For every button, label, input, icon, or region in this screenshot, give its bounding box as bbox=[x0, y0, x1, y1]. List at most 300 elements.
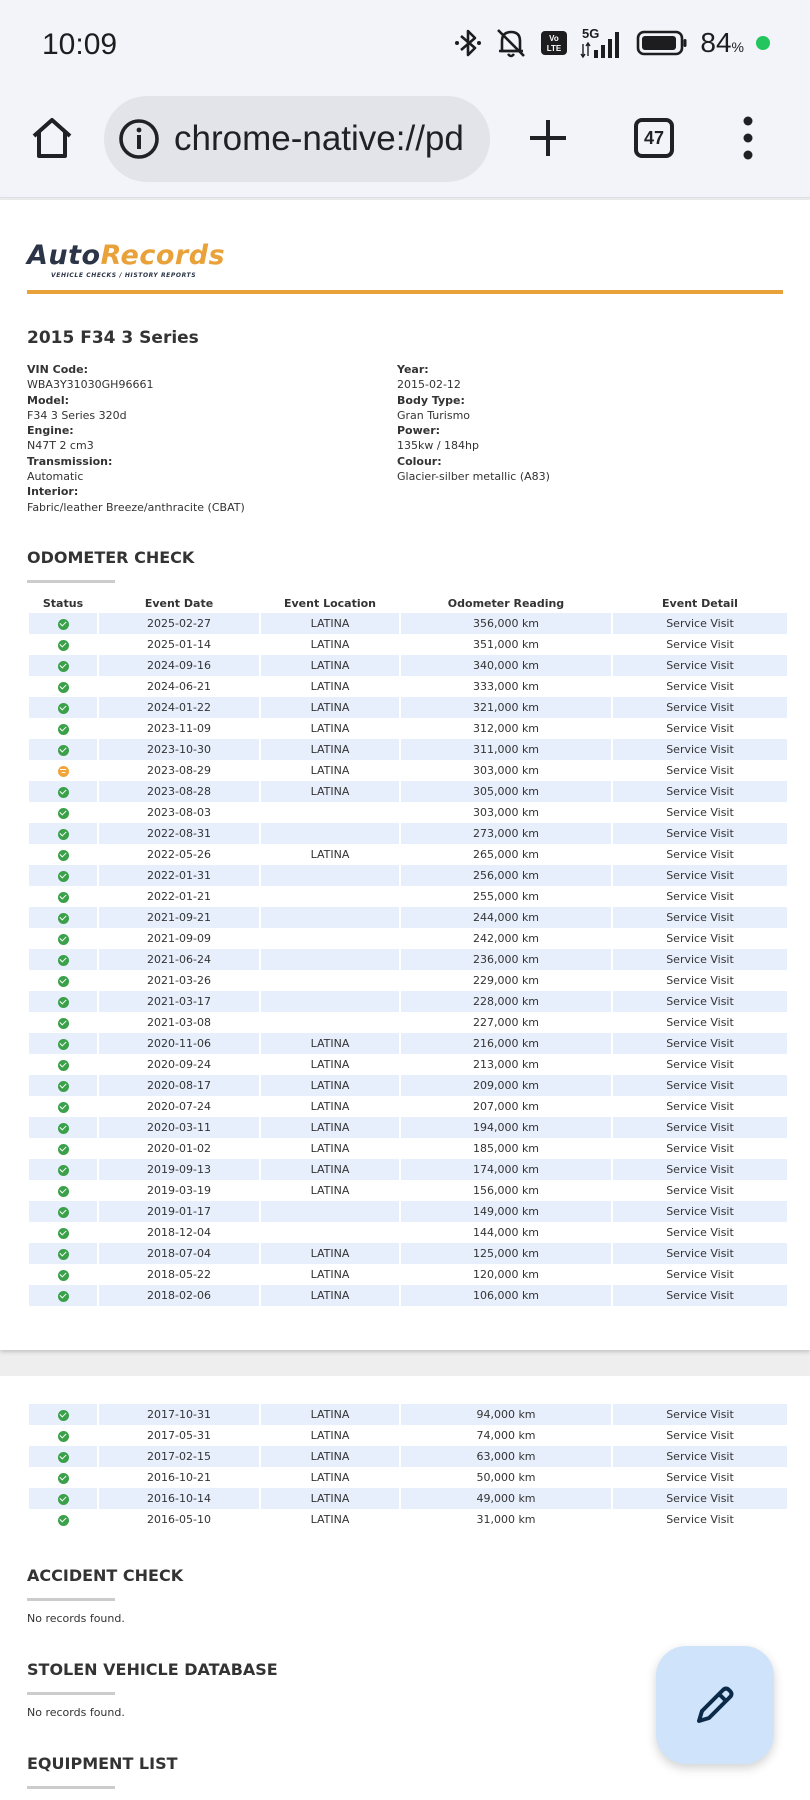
detail-cell: Service Visit bbox=[666, 890, 734, 903]
odometer-check-heading: ODOMETER CHECK bbox=[27, 548, 195, 567]
table-row bbox=[29, 1467, 787, 1488]
table-header-row bbox=[29, 593, 787, 613]
check-status-icon bbox=[58, 640, 69, 651]
status-cell bbox=[29, 739, 97, 760]
status-cell bbox=[29, 907, 97, 928]
location-cell: LATINA bbox=[310, 1184, 350, 1197]
odometer-table-continued bbox=[27, 1404, 789, 1530]
reading-cell: 273,000 km bbox=[401, 823, 611, 844]
date-cell: 2021-03-17 bbox=[99, 991, 259, 1012]
reading-cell: 94,000 km bbox=[401, 1404, 611, 1425]
stolen-vehicle-heading: STOLEN VEHICLE DATABASE bbox=[27, 1660, 278, 1679]
location-cell: LATINA bbox=[261, 739, 399, 760]
location-cell: LATINA bbox=[261, 1117, 399, 1138]
table-row bbox=[29, 1180, 787, 1201]
table-row bbox=[29, 1159, 787, 1180]
location-cell: LATINA bbox=[261, 655, 399, 676]
pdf-page-1 bbox=[0, 200, 810, 1350]
location-cell: LATINA bbox=[261, 1488, 399, 1509]
location-cell: LATINA bbox=[310, 1429, 350, 1442]
detail-cell: Service Visit bbox=[666, 1471, 734, 1484]
svg-text:LTE: LTE bbox=[547, 44, 562, 53]
date-cell: 2020-01-02 bbox=[147, 1142, 211, 1155]
detail-cell: Service Visit bbox=[666, 722, 734, 735]
table-row bbox=[29, 634, 787, 655]
spec-value: Glacier-silber metallic (A83) bbox=[397, 470, 550, 484]
reading-cell: 356,000 km bbox=[401, 613, 611, 634]
status-cell bbox=[29, 1222, 97, 1243]
autorecords-logo: AutoRecords VEHICLE CHECKS / HISTORY REPORTS bbox=[27, 240, 226, 279]
home-button[interactable] bbox=[28, 114, 76, 162]
status-time: 10:09 bbox=[42, 28, 118, 61]
reading-cell: 149,000 km bbox=[401, 1201, 611, 1222]
location-cell bbox=[261, 1222, 399, 1243]
reading-cell: 49,000 km bbox=[401, 1488, 611, 1509]
vehicle-specs-left bbox=[27, 362, 245, 515]
date-cell: 2024-06-21 bbox=[147, 680, 211, 693]
date-cell: 2021-06-24 bbox=[99, 949, 259, 970]
check-status-icon bbox=[58, 703, 69, 714]
date-cell: 2017-05-31 bbox=[147, 1429, 211, 1442]
detail-cell: Service Visit bbox=[666, 848, 734, 861]
detail-cell: Service Visit bbox=[613, 823, 787, 844]
detail-cell: Service Visit bbox=[613, 1404, 787, 1425]
detail-cell: Service Visit bbox=[613, 1446, 787, 1467]
detail-cell: Service Visit bbox=[666, 1429, 734, 1442]
status-cell bbox=[29, 718, 97, 739]
browser-toolbar bbox=[0, 96, 810, 198]
date-cell: 2024-01-22 bbox=[99, 697, 259, 718]
warning-status-icon bbox=[58, 766, 69, 777]
check-status-icon bbox=[58, 913, 69, 924]
location-cell: LATINA bbox=[310, 1058, 350, 1071]
detail-cell: Service Visit bbox=[613, 1285, 787, 1306]
reading-cell: 207,000 km bbox=[472, 1100, 540, 1113]
date-cell: 2022-01-31 bbox=[99, 865, 259, 886]
spec-value: Gran Turismo bbox=[397, 408, 471, 422]
check-status-icon bbox=[58, 976, 69, 987]
table-row bbox=[29, 886, 787, 907]
date-cell: 2016-10-14 bbox=[99, 1488, 259, 1509]
spec-value: Fabric/leather Breeze/anthracite (CBAT) bbox=[27, 500, 245, 514]
status-cell bbox=[29, 613, 97, 634]
check-status-icon bbox=[58, 787, 69, 798]
edit-fab-button[interactable] bbox=[656, 1646, 774, 1764]
status-cell bbox=[29, 1425, 97, 1446]
status-cell bbox=[29, 1201, 97, 1222]
detail-cell: Service Visit bbox=[613, 1075, 787, 1096]
detail-cell: Service Visit bbox=[613, 1201, 787, 1222]
status-cell bbox=[29, 1285, 97, 1306]
spec-value: F34 3 Series 320d bbox=[27, 408, 127, 422]
location-cell: LATINA bbox=[310, 680, 350, 693]
reading-cell: 106,000 km bbox=[401, 1285, 611, 1306]
table-row bbox=[29, 1488, 787, 1509]
status-cell bbox=[29, 1138, 97, 1159]
date-cell: 2021-03-08 bbox=[147, 1016, 211, 1029]
date-cell: 2021-09-21 bbox=[99, 907, 259, 928]
status-cell bbox=[29, 823, 97, 844]
section-underline bbox=[27, 1786, 115, 1789]
reading-cell: 244,000 km bbox=[401, 907, 611, 928]
location-cell bbox=[261, 991, 399, 1012]
status-cell bbox=[29, 1446, 97, 1467]
location-cell bbox=[261, 1012, 399, 1033]
col-header-reading: Odometer Reading bbox=[447, 596, 565, 610]
location-cell: LATINA bbox=[261, 1285, 399, 1306]
tab-switcher-button[interactable]: 47 bbox=[634, 118, 674, 158]
status-cell bbox=[29, 781, 97, 802]
check-status-icon bbox=[58, 1515, 69, 1526]
reading-cell: 256,000 km bbox=[401, 865, 611, 886]
location-cell bbox=[261, 802, 399, 823]
location-cell: LATINA bbox=[310, 1471, 350, 1484]
date-cell: 2017-02-15 bbox=[99, 1446, 259, 1467]
table-row bbox=[29, 1075, 787, 1096]
reading-cell: 227,000 km bbox=[472, 1016, 540, 1029]
location-cell: LATINA bbox=[310, 1142, 350, 1155]
location-cell: LATINA bbox=[261, 1404, 399, 1425]
status-cell bbox=[29, 1467, 97, 1488]
date-cell: 2025-02-27 bbox=[99, 613, 259, 634]
table-row bbox=[29, 718, 787, 739]
table-row bbox=[29, 865, 787, 886]
location-cell bbox=[261, 823, 399, 844]
reading-cell: 156,000 km bbox=[472, 1184, 540, 1197]
table-row bbox=[29, 1096, 787, 1117]
reading-cell: 144,000 km bbox=[472, 1226, 540, 1239]
table-row bbox=[29, 1425, 787, 1446]
table-row bbox=[29, 1117, 787, 1138]
location-cell: LATINA bbox=[310, 722, 350, 735]
detail-cell: Service Visit bbox=[666, 1100, 734, 1113]
date-cell: 2019-01-17 bbox=[99, 1201, 259, 1222]
reading-cell: 194,000 km bbox=[401, 1117, 611, 1138]
detail-cell: Service Visit bbox=[666, 932, 734, 945]
spec-value: Automatic bbox=[27, 470, 84, 484]
table-row bbox=[29, 1404, 787, 1425]
date-cell: 2023-08-29 bbox=[147, 764, 211, 777]
status-cell bbox=[29, 865, 97, 886]
reading-cell: 303,000 km bbox=[472, 764, 540, 777]
battery-level: 84% bbox=[700, 27, 744, 58]
status-cell bbox=[29, 1404, 97, 1425]
reading-cell: 311,000 km bbox=[401, 739, 611, 760]
status-cell bbox=[29, 844, 97, 865]
date-cell: 2020-09-24 bbox=[147, 1058, 211, 1071]
reading-cell: 333,000 km bbox=[472, 680, 540, 693]
table-row bbox=[29, 823, 787, 844]
date-cell: 2021-09-09 bbox=[147, 932, 211, 945]
status-cell bbox=[29, 1033, 97, 1054]
status-cell bbox=[29, 1488, 97, 1509]
spec-label: Body Type: bbox=[397, 393, 465, 407]
location-cell bbox=[261, 949, 399, 970]
bluetooth-icon bbox=[454, 28, 482, 58]
table-row bbox=[29, 1033, 787, 1054]
table-row bbox=[29, 1054, 787, 1075]
status-icons bbox=[454, 26, 770, 60]
location-cell: LATINA bbox=[310, 764, 350, 777]
detail-cell: Service Visit bbox=[666, 1184, 734, 1197]
status-cell bbox=[29, 1054, 97, 1075]
svg-text:5G: 5G bbox=[582, 26, 600, 41]
detail-cell: Service Visit bbox=[613, 613, 787, 634]
reading-cell: 228,000 km bbox=[401, 991, 611, 1012]
detail-cell: Service Visit bbox=[666, 1226, 734, 1239]
table-row bbox=[29, 970, 787, 991]
date-cell: 2020-03-11 bbox=[99, 1117, 259, 1138]
reading-cell: 50,000 km bbox=[476, 1471, 536, 1484]
location-cell: LATINA bbox=[310, 638, 350, 651]
spec-label: Interior: bbox=[27, 485, 79, 499]
table-row bbox=[29, 991, 787, 1012]
check-status-icon bbox=[58, 1249, 69, 1260]
col-header-date: Event Date bbox=[144, 596, 214, 610]
detail-cell: Service Visit bbox=[613, 865, 787, 886]
site-info-icon[interactable] bbox=[118, 118, 160, 160]
detail-cell: Service Visit bbox=[666, 1513, 734, 1526]
spec-label: Year: bbox=[397, 363, 429, 376]
table-row bbox=[29, 739, 787, 760]
url-bar[interactable] bbox=[104, 96, 490, 182]
date-cell: 2019-09-13 bbox=[99, 1159, 259, 1180]
location-cell: LATINA bbox=[261, 697, 399, 718]
location-cell: LATINA bbox=[310, 1268, 350, 1281]
date-cell: 2021-03-26 bbox=[147, 974, 211, 987]
detail-cell: Service Visit bbox=[613, 1243, 787, 1264]
status-cell bbox=[29, 802, 97, 823]
spec-label: Model: bbox=[27, 393, 70, 407]
spec-label: VIN Code: bbox=[27, 363, 89, 376]
table-row bbox=[29, 760, 787, 781]
detail-cell: Service Visit bbox=[613, 949, 787, 970]
status-cell bbox=[29, 1159, 97, 1180]
check-status-icon bbox=[58, 1473, 69, 1484]
check-status-icon bbox=[58, 1144, 69, 1155]
check-status-icon bbox=[58, 1291, 69, 1302]
check-status-icon bbox=[58, 871, 69, 882]
detail-cell: Service Visit bbox=[613, 991, 787, 1012]
date-cell: 2018-07-04 bbox=[99, 1243, 259, 1264]
url-text[interactable]: chrome-native://pd bbox=[174, 119, 464, 158]
reading-cell: 242,000 km bbox=[472, 932, 540, 945]
detail-cell: Service Visit bbox=[613, 697, 787, 718]
table-row bbox=[29, 1222, 787, 1243]
check-status-icon bbox=[58, 997, 69, 1008]
table-row bbox=[29, 676, 787, 697]
detail-cell: Service Visit bbox=[666, 638, 734, 651]
check-status-icon bbox=[58, 619, 69, 630]
date-cell: 2018-05-22 bbox=[147, 1268, 211, 1281]
reading-cell: 312,000 km bbox=[472, 722, 540, 735]
spec-value: 2015-02-12 bbox=[397, 378, 461, 392]
odometer-table bbox=[27, 593, 789, 1306]
detail-cell: Service Visit bbox=[666, 806, 734, 819]
location-cell: LATINA bbox=[310, 1513, 350, 1526]
table-row bbox=[29, 1446, 787, 1467]
location-cell: LATINA bbox=[261, 781, 399, 802]
check-status-icon bbox=[58, 808, 69, 819]
check-status-icon bbox=[58, 892, 69, 903]
status-cell bbox=[29, 1264, 97, 1285]
date-cell: 2023-10-30 bbox=[99, 739, 259, 760]
check-status-icon bbox=[58, 661, 69, 672]
vehicle-specs-right bbox=[397, 362, 550, 484]
table-row bbox=[29, 613, 787, 634]
status-cell bbox=[29, 676, 97, 697]
check-status-icon bbox=[58, 1060, 69, 1071]
status-cell bbox=[29, 760, 97, 781]
check-status-icon bbox=[58, 1123, 69, 1134]
detail-cell: Service Visit bbox=[666, 680, 734, 693]
status-cell bbox=[29, 634, 97, 655]
col-header-status: Status bbox=[42, 596, 84, 610]
check-status-icon bbox=[58, 1186, 69, 1197]
reading-cell: 229,000 km bbox=[472, 974, 540, 987]
table-row bbox=[29, 1138, 787, 1159]
table-row bbox=[29, 1012, 787, 1033]
reading-cell: 340,000 km bbox=[401, 655, 611, 676]
reading-cell: 216,000 km bbox=[401, 1033, 611, 1054]
spec-value: 135kw / 184hp bbox=[397, 439, 480, 453]
detail-cell: Service Visit bbox=[613, 907, 787, 928]
pencil-icon bbox=[693, 1683, 737, 1727]
battery-icon bbox=[636, 29, 688, 57]
table-row bbox=[29, 1264, 787, 1285]
detail-cell: Service Visit bbox=[613, 655, 787, 676]
check-status-icon bbox=[58, 1165, 69, 1176]
overflow-menu-button[interactable] bbox=[740, 114, 756, 162]
check-status-icon bbox=[58, 1228, 69, 1239]
new-tab-button[interactable] bbox=[526, 116, 570, 160]
reading-cell: 265,000 km bbox=[472, 848, 540, 861]
check-status-icon bbox=[58, 724, 69, 735]
status-cell bbox=[29, 1096, 97, 1117]
reading-cell: 120,000 km bbox=[472, 1268, 540, 1281]
detail-cell: Service Visit bbox=[666, 1142, 734, 1155]
detail-cell: Service Visit bbox=[613, 1159, 787, 1180]
status-cell bbox=[29, 1012, 97, 1033]
check-status-icon bbox=[58, 1431, 69, 1442]
reading-cell: 305,000 km bbox=[401, 781, 611, 802]
status-cell bbox=[29, 970, 97, 991]
reading-cell: 63,000 km bbox=[401, 1446, 611, 1467]
col-header-detail: Event Detail bbox=[662, 596, 738, 610]
section-underline bbox=[27, 580, 115, 583]
location-cell: LATINA bbox=[261, 613, 399, 634]
table-row bbox=[29, 1509, 787, 1530]
accident-no-records: No records found. bbox=[27, 1612, 125, 1625]
spec-label: Power: bbox=[397, 424, 441, 438]
svg-text:Vo: Vo bbox=[549, 34, 560, 43]
location-cell bbox=[261, 928, 399, 949]
table-row bbox=[29, 1243, 787, 1264]
check-status-icon bbox=[58, 1452, 69, 1463]
reading-cell: 351,000 km bbox=[472, 638, 540, 651]
check-status-icon bbox=[58, 1207, 69, 1218]
table-row bbox=[29, 928, 787, 949]
check-status-icon bbox=[58, 955, 69, 966]
spec-label: Transmission: bbox=[27, 454, 113, 468]
location-cell: LATINA bbox=[261, 1446, 399, 1467]
location-cell: LATINA bbox=[261, 1243, 399, 1264]
reading-cell: 213,000 km bbox=[472, 1058, 540, 1071]
reading-cell: 236,000 km bbox=[401, 949, 611, 970]
reading-cell: 185,000 km bbox=[472, 1142, 540, 1155]
vehicle-title: 2015 F34 3 Series bbox=[27, 328, 199, 348]
date-cell: 2023-11-09 bbox=[147, 722, 211, 735]
location-cell bbox=[261, 907, 399, 928]
spec-value: N47T 2 cm3 bbox=[27, 439, 94, 453]
spec-label: Colour: bbox=[397, 454, 442, 468]
equipment-list-heading: EQUIPMENT LIST bbox=[27, 1754, 178, 1773]
table-row bbox=[29, 655, 787, 676]
mute-bell-icon bbox=[494, 27, 528, 59]
location-cell: LATINA bbox=[310, 848, 350, 861]
date-cell: 2022-08-31 bbox=[99, 823, 259, 844]
check-status-icon bbox=[58, 682, 69, 693]
date-cell: 2018-12-04 bbox=[147, 1226, 211, 1239]
detail-cell: Service Visit bbox=[666, 1268, 734, 1281]
location-cell bbox=[261, 886, 399, 907]
reading-cell: 31,000 km bbox=[476, 1513, 536, 1526]
reading-cell: 321,000 km bbox=[401, 697, 611, 718]
status-cell bbox=[29, 655, 97, 676]
header-rule bbox=[27, 290, 783, 294]
status-cell bbox=[29, 928, 97, 949]
section-underline bbox=[27, 1598, 115, 1601]
status-bar bbox=[0, 0, 810, 96]
date-cell: 2019-03-19 bbox=[147, 1184, 211, 1197]
table-row bbox=[29, 1201, 787, 1222]
location-cell: LATINA bbox=[261, 1075, 399, 1096]
status-cell bbox=[29, 886, 97, 907]
check-status-icon bbox=[58, 1039, 69, 1050]
date-cell: 2020-11-06 bbox=[99, 1033, 259, 1054]
location-cell: LATINA bbox=[261, 1033, 399, 1054]
reading-cell: 209,000 km bbox=[401, 1075, 611, 1096]
date-cell: 2016-10-21 bbox=[147, 1471, 211, 1484]
status-cell bbox=[29, 1180, 97, 1201]
spec-value: WBA3Y31030GH96661 bbox=[27, 378, 154, 392]
privacy-indicator-dot bbox=[756, 36, 770, 50]
check-status-icon bbox=[58, 1102, 69, 1113]
status-cell bbox=[29, 949, 97, 970]
date-cell: 2022-05-26 bbox=[147, 848, 211, 861]
check-status-icon bbox=[58, 745, 69, 756]
check-status-icon bbox=[58, 1270, 69, 1281]
date-cell: 2023-08-03 bbox=[147, 806, 211, 819]
date-cell: 2023-08-28 bbox=[99, 781, 259, 802]
detail-cell: Service Visit bbox=[613, 781, 787, 802]
reading-cell: 74,000 km bbox=[476, 1429, 536, 1442]
status-cell bbox=[29, 697, 97, 718]
detail-cell: Service Visit bbox=[613, 1117, 787, 1138]
check-status-icon bbox=[58, 829, 69, 840]
date-cell: 2025-01-14 bbox=[147, 638, 211, 651]
location-cell: LATINA bbox=[261, 1159, 399, 1180]
table-row bbox=[29, 1285, 787, 1306]
table-row bbox=[29, 907, 787, 928]
status-cell bbox=[29, 1117, 97, 1138]
volte-icon bbox=[540, 30, 568, 56]
date-cell: 2020-07-24 bbox=[147, 1100, 211, 1113]
location-cell: LATINA bbox=[310, 1100, 350, 1113]
location-cell bbox=[261, 865, 399, 886]
table-row bbox=[29, 781, 787, 802]
location-cell bbox=[261, 970, 399, 991]
